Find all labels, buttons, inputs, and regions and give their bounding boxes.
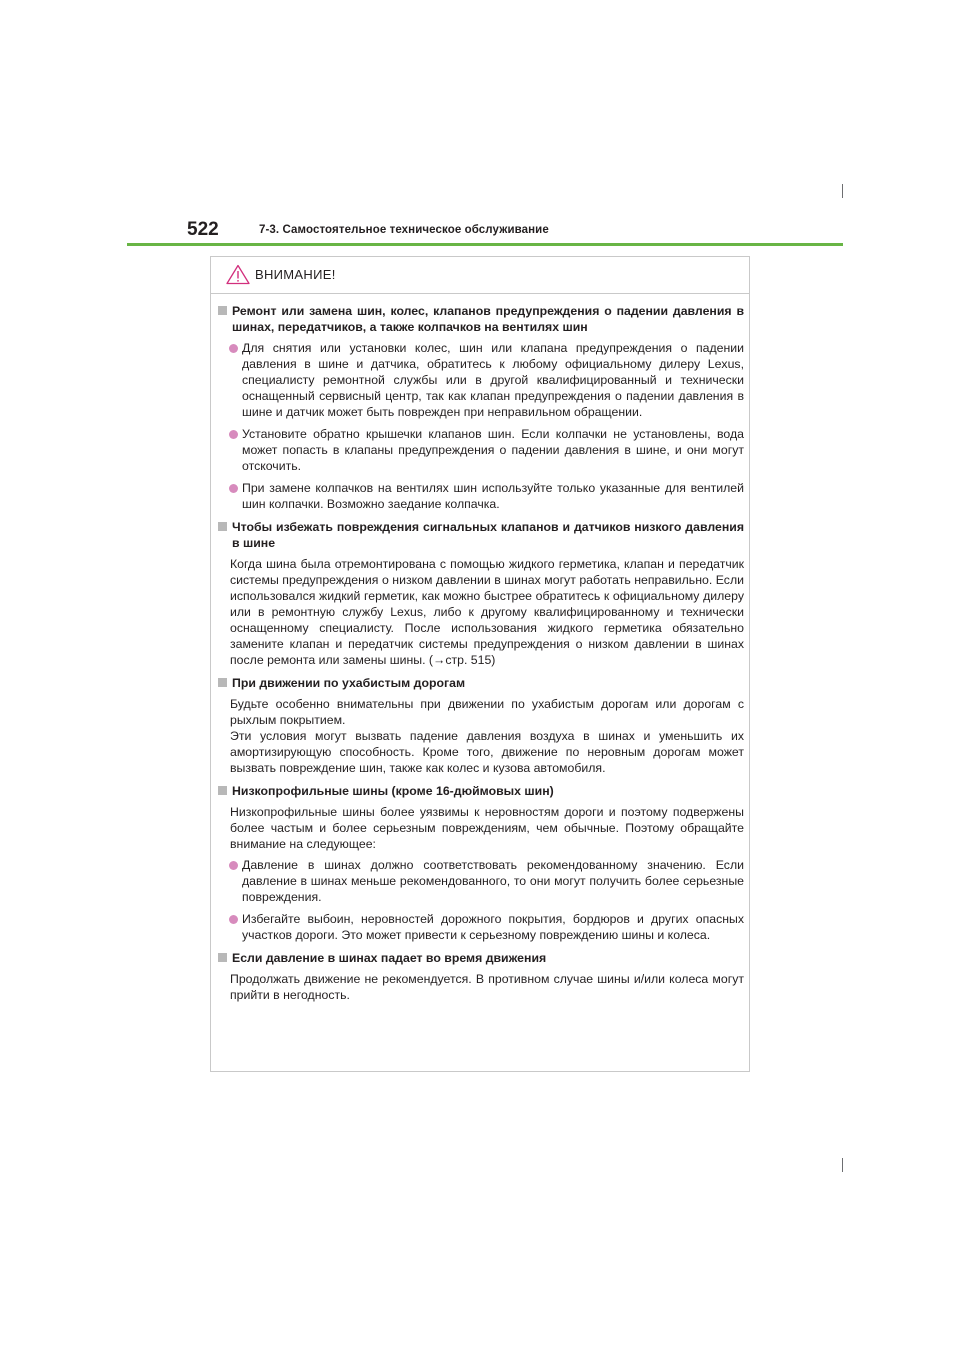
square-marker-icon — [218, 953, 227, 962]
warning-box — [210, 256, 750, 1072]
paragraph: Когда шина была отремонтирована с помощью жидкого герметика, клапан и передатчик системы предупреждения о низком давлении в шинах могут работать неправильно. Если использовался жидкий герметик, как можно быстрее обратитесь к официальному дилеру или в ремонтную службу Lexus, либо к другому квалифицированному и технически оснащенному специалисту. После использования жидкого герметика обязательно замените клапан и передатчик системы предупреждения о низком давлении в шинах после ремонта или замены шины. (→стр. 515) — [230, 557, 744, 667]
bullet-item: Для снятия или установки колес, шин или клапана предупреждения о падении давления в шине и датчика, обратитесь к любому официальному дилеру Lexus, специалисту ремонтной службы или в другой квалифицированный и технически оснащенный сервисный центр, так как клапан предупреждения о падении давления в шине и датчик может быть поврежден при неправильном обращении. — [218, 340, 744, 420]
warning-body — [218, 303, 744, 1008]
topic-heading: Низкопрофильные шины (кроме 16-дюймовых шин) — [218, 783, 744, 799]
bullet-dot-icon — [229, 430, 238, 439]
paragraph: Продолжать движение не рекомендуется. В противном случае шины и/или колеса могут прийти в негодность. — [230, 972, 744, 1002]
warning-title: ВНИМАНИЕ! — [255, 267, 336, 282]
square-marker-icon — [218, 522, 227, 531]
bullet-item: Давление в шинах должно соответствовать рекомендованному значению. Если давление в шинах меньше рекомендованного, то они могут получить более серьезные повреждения. — [218, 857, 744, 905]
paragraph: Низкопрофильные шины более уязвимы к неровностям дороги и поэтому подвержены более частым и более серьезным повреждениям, чем обычные. Поэтому обращайте внимание на следующее: — [230, 805, 744, 851]
crop-mark-top — [842, 184, 843, 198]
bullet-item: Установите обратно крышечки клапанов шин. Если колпачки не установлены, вода может попасть в клапаны предупреждения о падении давления в шине, и они могут отскочить. — [218, 426, 744, 474]
bullet-dot-icon — [229, 484, 238, 493]
topic-heading: Чтобы избежать повреждения сигнальных клапанов и датчиков низкого давления в шине — [218, 519, 744, 551]
header-rule — [127, 243, 843, 246]
bullet-item: Избегайте выбоин, неровностей дорожного покрытия, бордюров и других опасных участков дороги. Это может привести к серьезному повреждению шины и колеса. — [218, 911, 744, 943]
warning-header — [211, 257, 749, 294]
bullet-dot-icon — [229, 861, 238, 870]
paragraph: Будьте особенно внимательны при движении по ухабистым дорогам или дорогам с рыхлым покрытием. — [230, 697, 744, 727]
topic-heading: Если давление в шинах падает во время движения — [218, 950, 744, 966]
square-marker-icon — [218, 306, 227, 315]
square-marker-icon — [218, 786, 227, 795]
bullet-dot-icon — [229, 344, 238, 353]
crop-mark-bottom — [842, 1158, 843, 1172]
bullet-item: При замене колпачков на вентилях шин используйте только указанные для вентилей шин колпачки. Возможно заедание колпачка. — [218, 480, 744, 512]
warning-triangle-icon — [226, 264, 250, 290]
paragraph: Эти условия могут вызвать падение давления воздуха в шинах и уменьшить их амортизирующую способность. Кроме того, движение по неровным дорогам может вызвать повреждение шин, также как колес и кузова автомобиля. — [230, 729, 744, 775]
section-title: 7-3. Самостоятельное техническое обслуживание — [259, 224, 549, 236]
topic-heading: При движении по ухабистым дорогам — [218, 675, 744, 691]
bullet-dot-icon — [229, 915, 238, 924]
topic-heading: Ремонт или замена шин, колес, клапанов предупреждения о падении давления в шинах, передатчиков, а также колпачков на вентилях шин — [218, 303, 744, 335]
page-number: 522 — [187, 219, 219, 240]
square-marker-icon — [218, 678, 227, 687]
